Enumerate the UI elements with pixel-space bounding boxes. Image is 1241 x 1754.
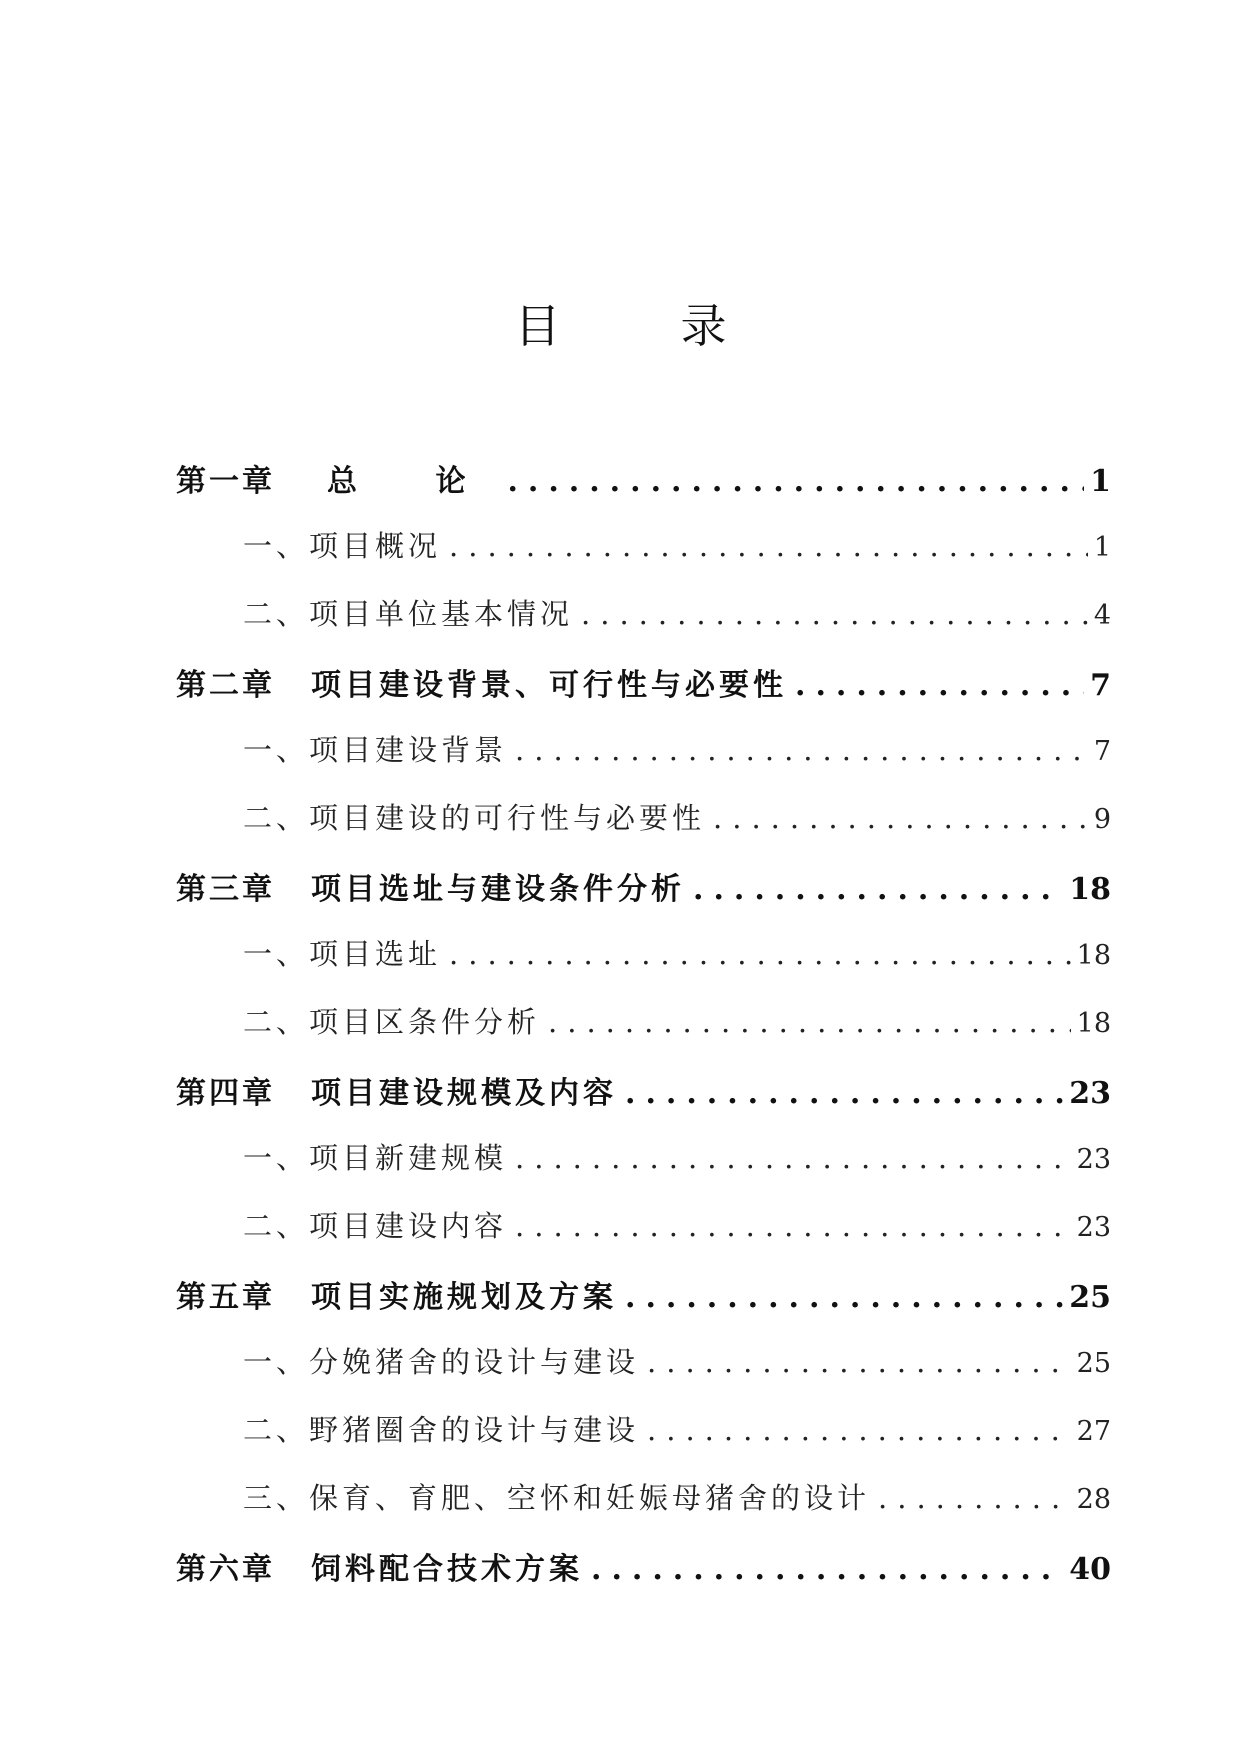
toc-leader-dots [591, 1552, 1063, 1587]
toc-section-title: 一、项目新建规模 [243, 1141, 508, 1175]
toc-page-number: 18 [1076, 1008, 1111, 1039]
toc-chapter-title: 项目建设背景、可行性与必要性 [311, 668, 787, 703]
toc-leader-dots [647, 1413, 1071, 1447]
toc-section[interactable] [176, 592, 1111, 632]
toc-section[interactable] [176, 1136, 1111, 1176]
toc-leader-dots [515, 733, 1088, 767]
toc-section-title: 一、项目选址 [243, 937, 442, 971]
toc-page-number: 27 [1076, 1416, 1111, 1447]
toc-section[interactable] [176, 1340, 1111, 1380]
toc-chapter-4[interactable] [176, 1068, 1111, 1111]
toc-leader-dots [507, 464, 1084, 499]
toc-section[interactable] [176, 1204, 1111, 1244]
toc-leader-dots [795, 668, 1084, 703]
toc-chapter-3[interactable] [176, 864, 1111, 907]
toc-chapter-number: 第五章 [176, 1280, 275, 1315]
toc-leader-dots [625, 1076, 1063, 1111]
toc-page-number: 4 [1093, 600, 1111, 631]
toc-leader-dots [449, 529, 1088, 563]
toc-section-title: 二、项目建设内容 [243, 1209, 508, 1243]
toc-page-number: 28 [1076, 1484, 1111, 1515]
toc-page-number: 25 [1069, 1280, 1111, 1315]
toc-page-number: 1 [1090, 464, 1111, 499]
toc-section-title: 二、野猪圈舍的设计与建设 [243, 1413, 640, 1447]
toc-chapter-2[interactable] [176, 660, 1111, 703]
toc-leader-dots [647, 1345, 1071, 1379]
toc-page-number: 23 [1076, 1144, 1111, 1175]
toc-page-number: 18 [1076, 940, 1111, 971]
page-title-char-2: 录 [680, 299, 727, 353]
toc-section-title: 一、分娩猪舍的设计与建设 [243, 1345, 640, 1379]
toc-chapter-1[interactable] [176, 456, 1111, 499]
toc-section-title: 一、项目概况 [243, 529, 442, 563]
toc-section[interactable] [176, 1408, 1111, 1448]
toc-chapter-title: 项目实施规划及方案 [311, 1280, 617, 1315]
toc-section[interactable] [176, 796, 1111, 836]
toc-page-number: 18 [1069, 872, 1111, 907]
toc-leader-dots [713, 801, 1088, 835]
toc-section-title: 三、保育、育肥、空怀和妊娠母猪舍的设计 [243, 1481, 871, 1515]
toc-section-title: 二、项目单位基本情况 [243, 597, 574, 631]
toc-leader-dots [515, 1141, 1071, 1175]
toc-chapter-title: 项目选址与建设条件分析 [311, 872, 685, 907]
toc-page-number: 23 [1076, 1212, 1111, 1243]
toc-leader-dots [449, 937, 1071, 971]
toc-leader-dots [625, 1280, 1063, 1315]
toc-section[interactable] [176, 728, 1111, 768]
toc-chapter-number: 第二章 [176, 668, 275, 703]
toc-page-number: 23 [1069, 1076, 1111, 1111]
toc-section[interactable] [176, 932, 1111, 972]
toc-leader-dots [515, 1209, 1071, 1243]
toc-chapter-title: 总 论 [327, 464, 500, 499]
toc-page-number: 7 [1090, 668, 1111, 703]
toc-leader-dots [878, 1481, 1071, 1515]
toc-section-title: 一、项目建设背景 [243, 733, 508, 767]
toc-page-number: 40 [1069, 1552, 1111, 1587]
toc-page-number: 1 [1093, 532, 1111, 563]
page-title [0, 296, 1241, 356]
toc-section[interactable] [176, 1476, 1111, 1516]
toc-page-number: 25 [1076, 1348, 1111, 1379]
toc-chapter-5[interactable] [176, 1272, 1111, 1315]
toc-section[interactable] [176, 524, 1111, 564]
toc-chapter-6[interactable] [176, 1544, 1111, 1587]
toc-chapter-number: 第四章 [176, 1076, 275, 1111]
toc-chapter-number: 第六章 [176, 1552, 275, 1587]
toc-section-title: 二、项目区条件分析 [243, 1005, 541, 1039]
toc-chapter-title: 项目建设规模及内容 [311, 1076, 617, 1111]
page-title-char-1: 目 [514, 299, 561, 353]
toc-section-title: 二、项目建设的可行性与必要性 [243, 801, 706, 835]
toc-leader-dots [581, 597, 1088, 631]
toc-chapter-title: 饲料配合技术方案 [311, 1552, 583, 1587]
toc-page-number: 7 [1093, 736, 1111, 767]
toc-chapter-number: 第三章 [176, 872, 275, 907]
toc-page-number: 9 [1093, 804, 1111, 835]
toc-leader-dots [548, 1005, 1071, 1039]
toc-chapter-number: 第一章 [176, 464, 275, 499]
toc-leader-dots [693, 872, 1063, 907]
toc-section[interactable] [176, 1000, 1111, 1040]
